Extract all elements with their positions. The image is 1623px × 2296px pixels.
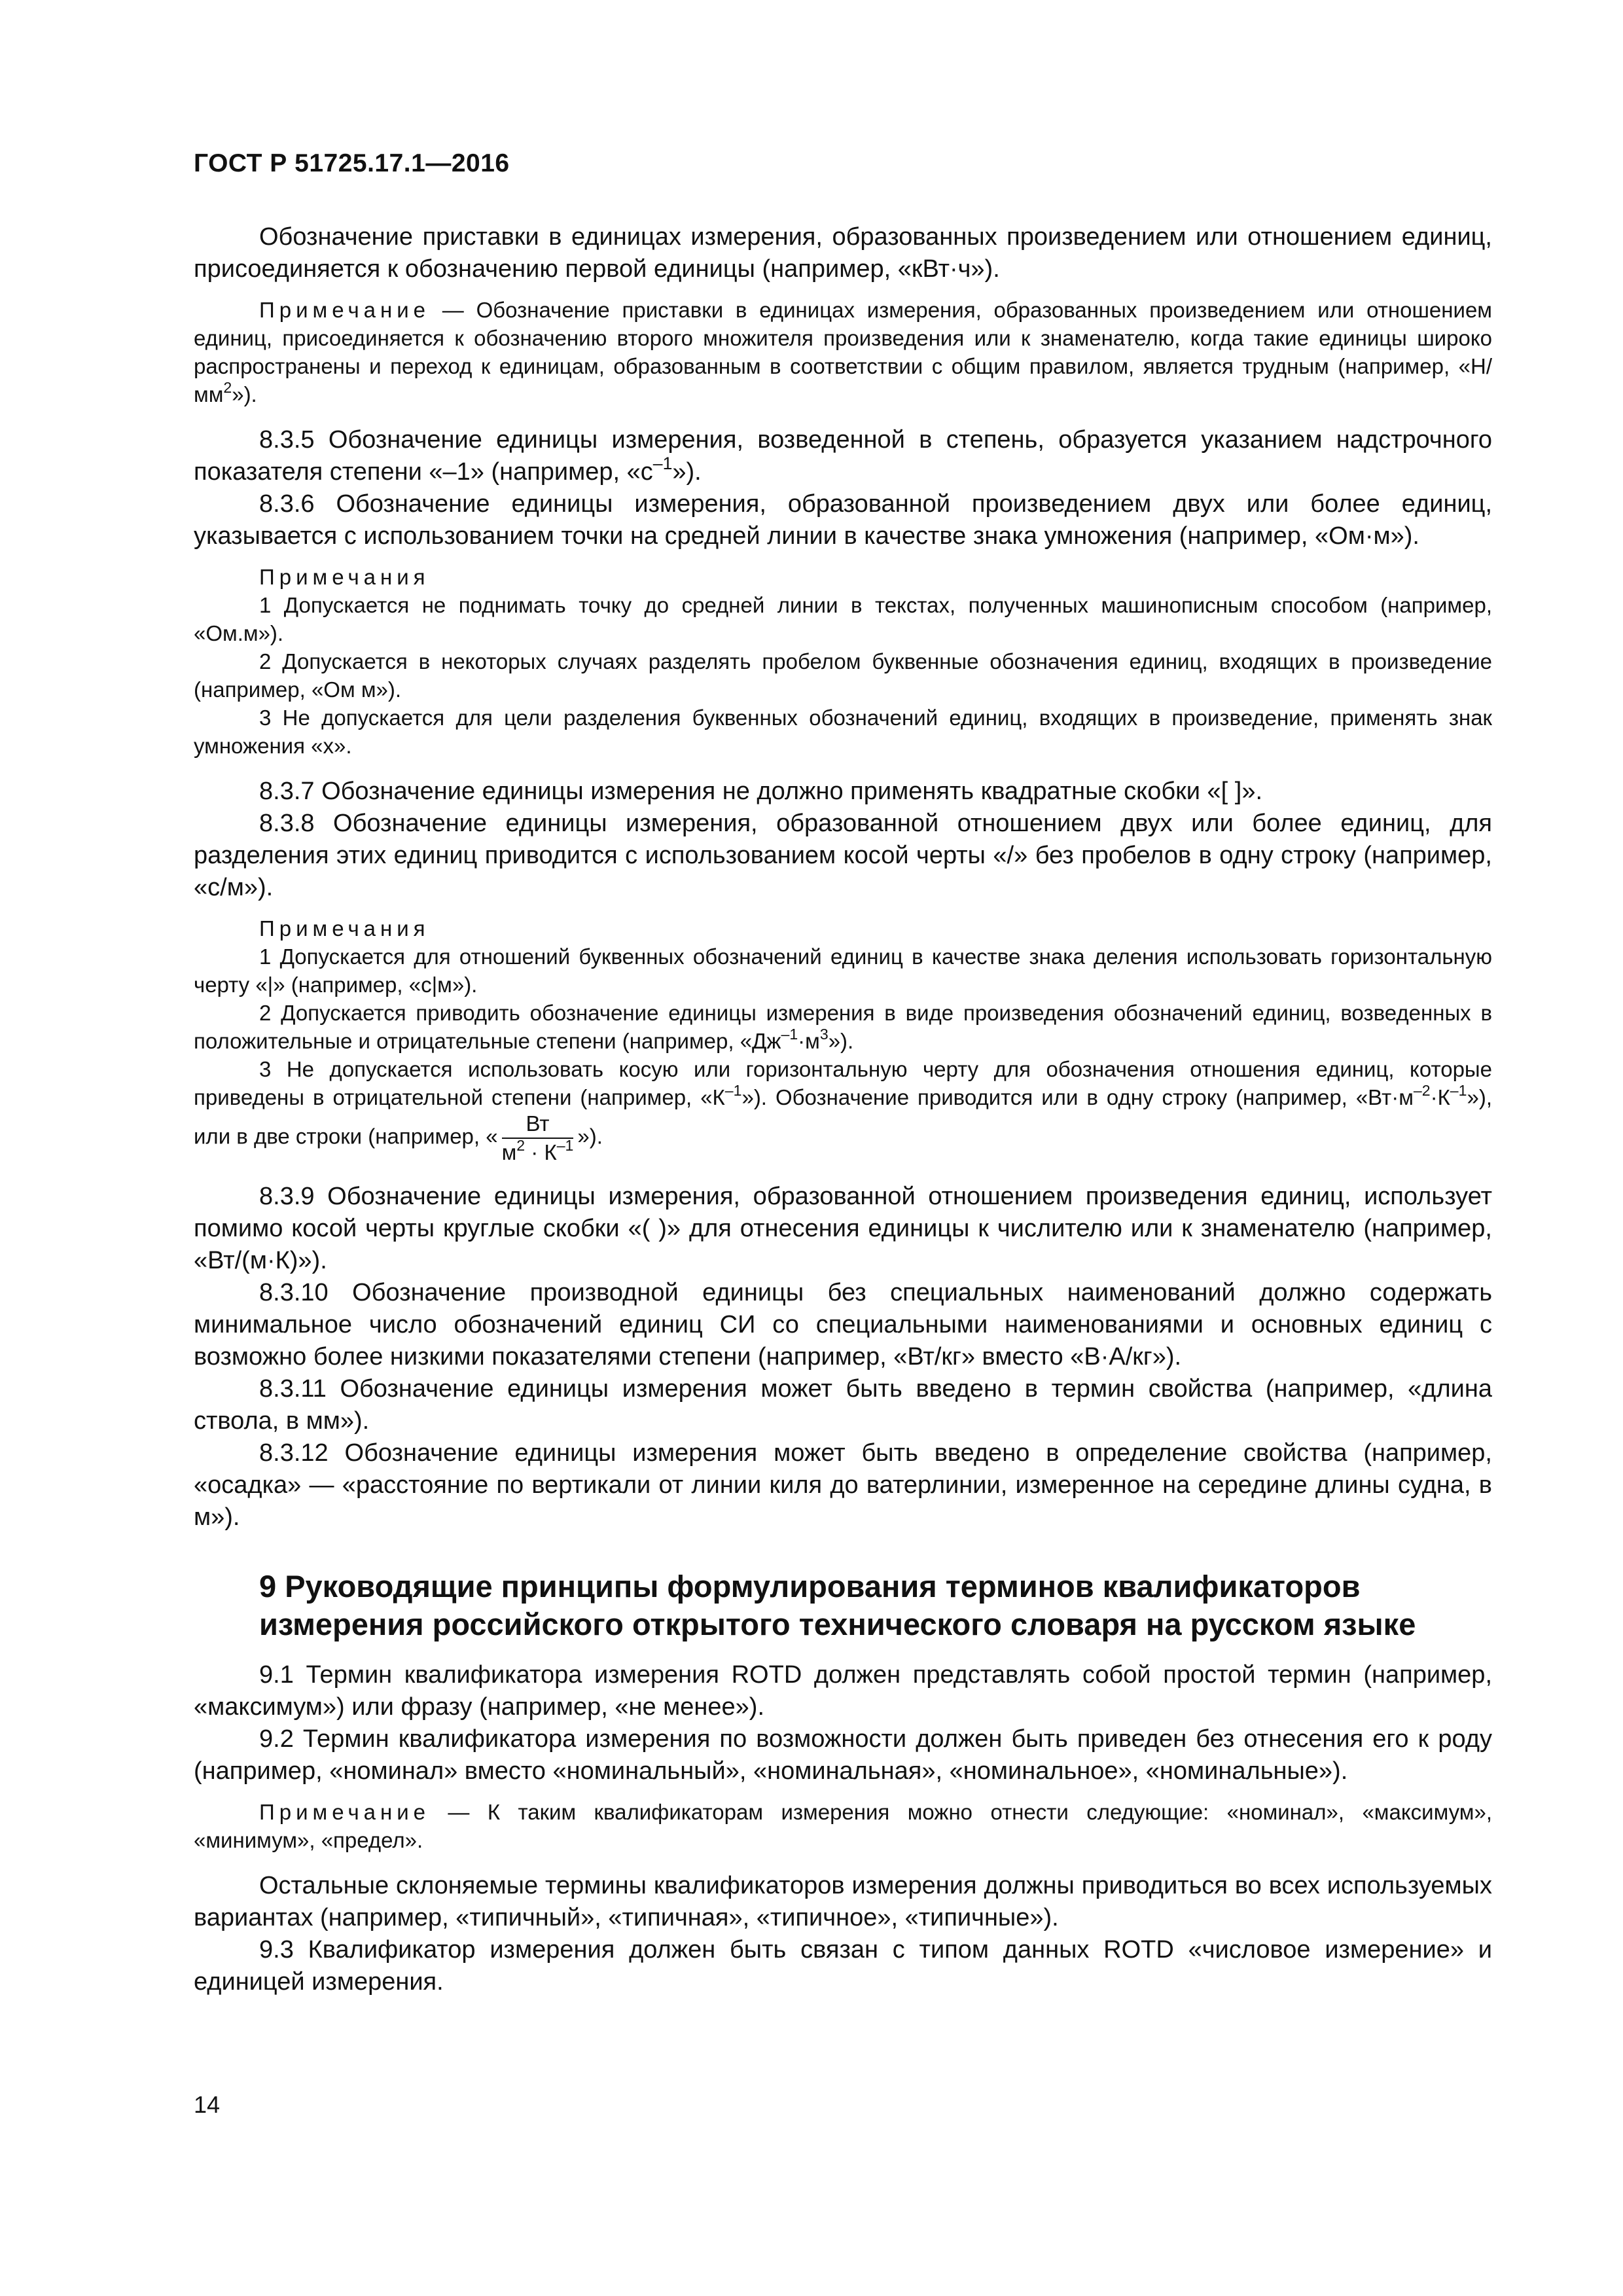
note-prefix: Примечание — Обозначение приставки в единицах измерения, образованных произведением или отношением единиц, присоединяется к обозначению второго множителя произведения или к знаменателю, когда такие единицы широко распространены и переход к единицам, образованным в соответствии с общим правилом, является трудным (например, «$Н/мм^2$»). xyxy=(194,298,1492,406)
clause-9-2: 9.2 Термин квалификатора измерения по возможности должен быть приведен без отнесения его к роду (например, «номинал» вместо «номинальный», «номинальная», «номинальное», «номинальные»). xyxy=(194,1725,1492,1785)
clause-8-3-10: 8.3.10 Обозначение производной единицы без специальных наименований должно содержать минимальное число обозначений единиц СИ со специальными наименованиями и основных единиц с возможно более низкими показателями степени (например, «Вт/кг» вместо «В·А/кг»). xyxy=(194,1279,1492,1371)
note-8-3-8-1: 1 Допускается для отношений буквенных обозначений единиц в качестве знака деления использовать горизонтальную черту «|» (например, «с|м»). xyxy=(194,944,1492,997)
note-9-2: Примечание — К таким квалификаторам измерения можно отнести следующие: «номинал», «максимум», «минимум», «предел». xyxy=(194,1800,1492,1852)
clause-8-3-9: 8.3.9 Обозначение единицы измерения, образованной отношением произведения единиц, использует помимо косой черты круглые скобки «( )» для отнесения единицы к числителю или к знаменателю (например, «Вт/(м·К)»). xyxy=(194,1183,1492,1274)
clause-8-3-6: 8.3.6 Обозначение единицы измерения, образованной произведением двух или более единиц, указывается с использованием точки на средней линии в качестве знака умножения (например, «Ом·м»). xyxy=(194,490,1492,550)
clause-8-3-12: 8.3.12 Обозначение единицы измерения может быть введено в определение свойства (например, «осадка» — «расстояние по вертикали от линии киля до ватерлинии, измеренное на середине длины судна, в м»). xyxy=(194,1439,1492,1531)
note-8-3-6-3: 3 Не допускается для цели разделения буквенных обозначений единиц, входящих в произведение, применять знак умножения «х». xyxy=(194,706,1492,758)
clause-8-3-8: 8.3.8 Обозначение единицы измерения, образованной отношением двух или более единиц, для разделения этих единиц приводится с использованием косой черты «/» без пробелов в одну строку (например, «с/м»). xyxy=(194,810,1492,901)
note-8-3-8-3: 3 Не допускается использовать косую или горизонтальную черту для обозначения отношения единиц, которые приведены в отрицательной степени (например, «$К^{-1}$»). Обозначение приводится или в одну строку (например, «$Вт\cdot м^{-2}\cdot К^{-1}$»), или в две строки (например, « $\frac{Вт}{м^2 \cdot К^{-1}}$ »). xyxy=(194,1057,1492,1164)
notes-label: Примечания xyxy=(259,565,430,589)
clause-9-3: 9.3 Квалификатор измерения должен быть связан с типом данных ROTD «числовое измерение» и единицей измерения. xyxy=(194,1936,1492,1996)
note-8-3-6-2: 2 Допускается в некоторых случаях разделять пробелом буквенные обозначения единиц, входящих в произведение (например, «Ом м»). xyxy=(194,649,1492,702)
note-8-3-6-1: 1 Допускается не поднимать точку до средней линии в текстах, полученных машинописным способом (например, «Ом.м»). xyxy=(194,593,1492,645)
note-label: Примечание xyxy=(259,298,431,322)
clause-8-3-11: 8.3.11 Обозначение единицы измерения может быть введено в термин свойства (например, «длина ствола, в мм»). xyxy=(194,1375,1492,1435)
notes-label: Примечания xyxy=(259,916,430,941)
fraction-watt-per-m2-k: $\frac{Вт}{м^2 \cdot К^{-1}}$ xyxy=(501,1111,574,1164)
clause-8-3-7: 8.3.7 Обозначение единицы измерения не должно применять квадратные скобки «[ ]». xyxy=(259,778,1263,805)
paragraph-9-2-rest: Остальные склоняемые термины квалификаторов измерения должны приводиться во всех используемых вариантах (например, «типичный», «типичная», «типичное», «типичные»). xyxy=(194,1872,1492,1931)
page-number: 14 xyxy=(194,2091,221,2118)
section-9-title: 9 Руководящие принципы формулирования терминов квалификаторов измерения российского открытого технического словаря на русском языке xyxy=(259,1569,1416,1641)
clause-9-1: 9.1 Термин квалификатора измерения ROTD должен представлять собой простой термин (например, «максимум») или фразу (например, «не менее»). xyxy=(194,1661,1492,1721)
page-content xyxy=(194,221,1492,1998)
paragraph-prefix-composite: Обозначение приставки в единицах измерения, образованных произведением или отношением единиц, присоединяется к обозначению первой единицы (например, «кВт·ч»). xyxy=(194,223,1492,283)
document-header: ГОСТ Р 51725.17.1—2016 xyxy=(194,149,510,177)
clause-8-3-5: 8.3.5 Обозначение единицы измерения, возведенной в степень, образуется указанием надстрочного показателя степени «–1» (например, «$с^{-1}$»). xyxy=(194,426,1492,486)
note-8-3-8-2: 2 Допускается приводить обозначение единицы измерения в виде произведения обозначений единиц, возведенных в положительные и отрицательные степени (например, «$Дж^{-1}\cdot м^3$»). xyxy=(194,1001,1492,1053)
